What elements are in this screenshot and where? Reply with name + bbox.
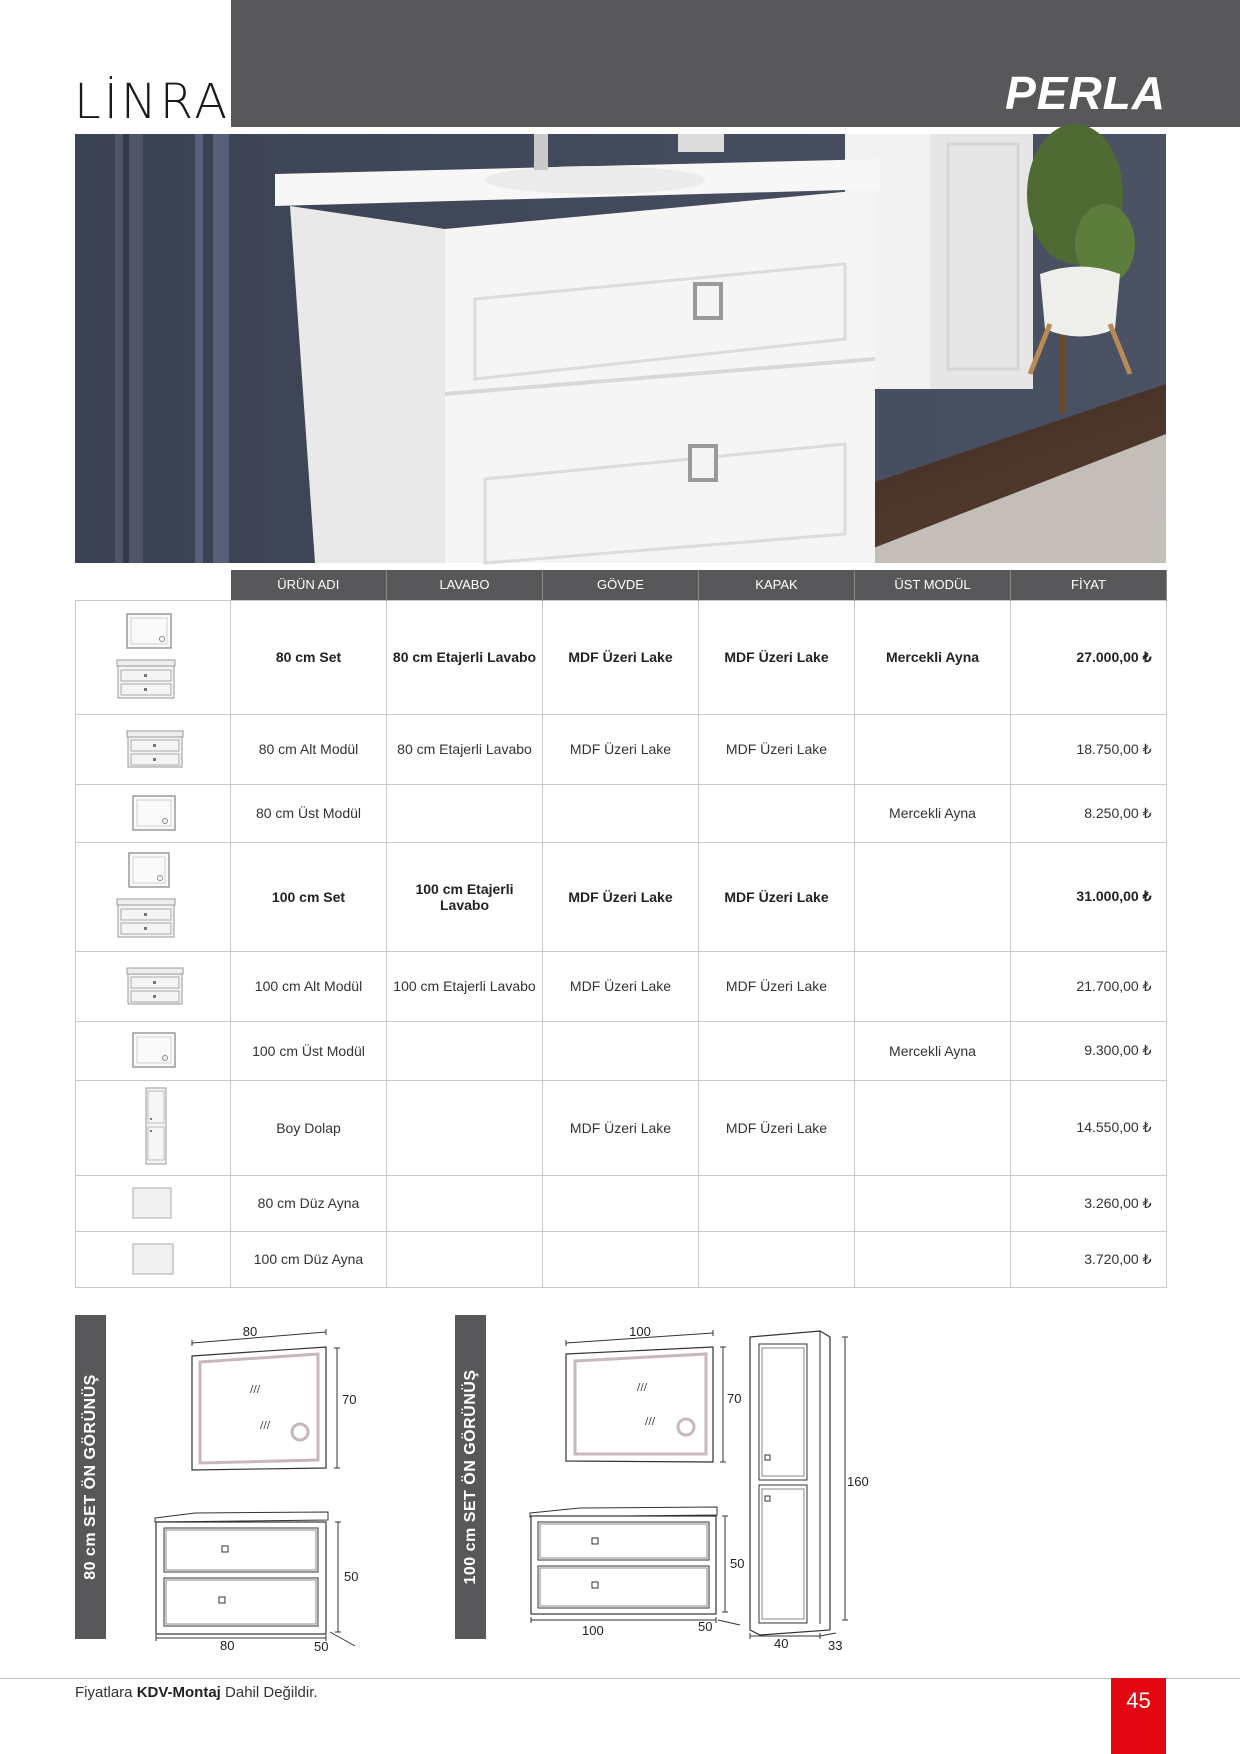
set80-front-view-drawing <box>140 1320 380 1655</box>
set80-cabinet-depth: 50 <box>314 1639 329 1654</box>
cell-ust-modul: Mercekli Ayna <box>855 600 1011 714</box>
cell-kapak: MDF Üzeri Lake <box>699 600 855 714</box>
brand-logo <box>74 70 231 130</box>
product-thumbnail <box>76 842 231 951</box>
set100-label-text: 100 cm SET ÖN GÖRÜNÜŞ <box>461 1369 479 1585</box>
cell-kapak <box>699 1231 855 1287</box>
mirror-led-thumbnail-icon <box>113 1027 193 1071</box>
lower-cabinet-thumbnail-icon <box>113 960 193 1010</box>
table-row <box>76 600 1167 714</box>
price-value: 3.260,00 ₺ <box>1084 1194 1152 1211</box>
logo-area <box>0 0 231 130</box>
price-table <box>75 570 1167 1288</box>
cell-govde: MDF Üzeri Lake <box>543 600 699 714</box>
cell-fiyat <box>1011 714 1167 784</box>
column-header-lavabo: LAVABO <box>387 570 543 600</box>
table-row <box>76 784 1167 842</box>
flat-mirror-thumbnail-icon <box>113 1238 193 1278</box>
set100-mirror-height: 70 <box>727 1391 742 1406</box>
set100-tall-depth: 33 <box>828 1638 843 1653</box>
cell-urun-adi: 100 cm Düz Ayna <box>231 1231 387 1287</box>
table-row <box>76 1021 1167 1080</box>
cell-fiyat <box>1011 842 1167 951</box>
cell-kapak <box>699 1021 855 1080</box>
hero-product-photo <box>75 134 1166 563</box>
price-value: 9.300,00 ₺ <box>1084 1042 1152 1058</box>
page-title: PERLA <box>1005 67 1166 119</box>
cell-urun-adi: 80 cm Üst Modül <box>231 784 387 842</box>
mirror-led-thumbnail-icon <box>113 790 193 834</box>
set100-cabinet-depth: 50 <box>698 1619 713 1634</box>
table-row <box>76 1175 1167 1231</box>
footer-note-bold: KDV-Montaj <box>136 1684 221 1701</box>
table-row <box>76 1231 1167 1287</box>
cell-ust-modul <box>855 1080 1011 1175</box>
brand-name: LİNRA <box>74 74 231 130</box>
cell-lavabo <box>387 1175 543 1231</box>
price-value: 18.750,00 ₺ <box>1076 740 1152 757</box>
svg-text:///: /// <box>260 1420 271 1431</box>
table-row <box>76 714 1167 784</box>
cell-govde: MDF Üzeri Lake <box>543 842 699 951</box>
set-thumbnail-icon <box>113 847 193 943</box>
product-thumbnail <box>76 951 231 1021</box>
cell-urun-adi: 80 cm Düz Ayna <box>231 1175 387 1231</box>
footer-note-prefix: Fiyatlara <box>75 1684 137 1701</box>
cell-lavabo: 100 cm Etajerli Lavabo <box>387 951 543 1021</box>
tall-cabinet-thumbnail-icon <box>113 1084 193 1168</box>
cell-lavabo: 80 cm Etajerli Lavabo <box>387 714 543 784</box>
column-header-fiyat: FİYAT <box>1011 570 1167 600</box>
table-row <box>76 1080 1167 1175</box>
cell-ust-modul <box>855 1231 1011 1287</box>
cell-govde <box>543 1021 699 1080</box>
svg-text:///: /// <box>645 1416 656 1427</box>
lower-cabinet-thumbnail-icon <box>113 723 193 773</box>
cell-govde <box>543 1175 699 1231</box>
cell-urun-adi: 80 cm Alt Modül <box>231 714 387 784</box>
set100-side-label <box>455 1315 486 1639</box>
svg-text:///: /// <box>637 1382 648 1393</box>
cell-ust-modul <box>855 842 1011 951</box>
cell-urun-adi: Boy Dolap <box>231 1080 387 1175</box>
set-thumbnail-icon <box>113 608 193 704</box>
cell-kapak <box>699 1175 855 1231</box>
set80-mirror-height: 70 <box>342 1392 357 1407</box>
cell-lavabo: 100 cm Etajerli Lavabo <box>387 842 543 951</box>
column-header-kapak: KAPAK <box>699 570 855 600</box>
set100-cabinet-width: 100 <box>582 1623 604 1638</box>
cell-fiyat <box>1011 1231 1167 1287</box>
set80-side-label <box>75 1315 106 1639</box>
product-thumbnail <box>76 1080 231 1175</box>
footer-note <box>75 1684 318 1701</box>
header-bar <box>231 0 1240 127</box>
set80-mirror-width: 80 <box>242 1324 258 1339</box>
cell-ust-modul <box>855 951 1011 1021</box>
cell-kapak: MDF Üzeri Lake <box>699 951 855 1021</box>
cell-lavabo <box>387 784 543 842</box>
cell-govde: MDF Üzeri Lake <box>543 1080 699 1175</box>
column-header-urun-adi: ÜRÜN ADI <box>231 570 387 600</box>
cell-fiyat <box>1011 1021 1167 1080</box>
cell-fiyat <box>1011 784 1167 842</box>
cell-ust-modul <box>855 714 1011 784</box>
set100-front-view-drawing <box>520 1320 869 1655</box>
cell-urun-adi: 100 cm Alt Modül <box>231 951 387 1021</box>
product-thumbnail <box>76 1175 231 1231</box>
cell-ust-modul <box>855 1175 1011 1231</box>
cell-lavabo <box>387 1021 543 1080</box>
set100-mirror-width: 100 <box>629 1324 651 1339</box>
set80-cabinet-height: 50 <box>344 1569 359 1584</box>
cell-kapak <box>699 784 855 842</box>
product-thumbnail <box>76 784 231 842</box>
product-thumbnail <box>76 1021 231 1080</box>
bathroom-vanity-illustration <box>75 134 1166 563</box>
cell-kapak: MDF Üzeri Lake <box>699 1080 855 1175</box>
table-row <box>76 842 1167 951</box>
cell-govde <box>543 1231 699 1287</box>
cell-ust-modul: Mercekli Ayna <box>855 784 1011 842</box>
product-thumbnail <box>76 714 231 784</box>
footer-divider <box>0 1678 1240 1679</box>
cell-kapak: MDF Üzeri Lake <box>699 842 855 951</box>
flat-mirror-thumbnail-icon <box>113 1182 193 1222</box>
set100-tall-width: 40 <box>774 1636 789 1651</box>
set80-label-text: 80 cm SET ÖN GÖRÜNÜŞ <box>81 1374 99 1580</box>
svg-text:///: /// <box>250 1384 261 1395</box>
price-value: 14.550,00 ₺ <box>1076 1119 1152 1135</box>
cell-ust-modul: Mercekli Ayna <box>855 1021 1011 1080</box>
cell-fiyat <box>1011 600 1167 714</box>
cell-govde <box>543 784 699 842</box>
cell-lavabo <box>387 1080 543 1175</box>
cell-kapak: MDF Üzeri Lake <box>699 714 855 784</box>
footer-note-suffix: Dahil Değildir. <box>220 1684 318 1701</box>
cell-urun-adi: 100 cm Set <box>231 842 387 951</box>
cell-lavabo: 80 cm Etajerli Lavabo <box>387 600 543 714</box>
column-header-ust-modul: ÜST MODÜL <box>855 570 1011 600</box>
cell-fiyat <box>1011 1080 1167 1175</box>
set100-tall-height: 160 <box>847 1474 869 1489</box>
cell-urun-adi: 80 cm Set <box>231 600 387 714</box>
column-header-govde: GÖVDE <box>543 570 699 600</box>
page-number: 45 <box>1111 1678 1166 1754</box>
set80-cabinet-width: 80 <box>220 1638 235 1653</box>
cell-govde: MDF Üzeri Lake <box>543 951 699 1021</box>
cell-fiyat <box>1011 951 1167 1021</box>
product-thumbnail <box>76 1231 231 1287</box>
product-thumbnail <box>76 600 231 714</box>
set100-cabinet-height: 50 <box>730 1556 745 1571</box>
price-value: 21.700,00 ₺ <box>1076 977 1152 994</box>
cell-fiyat <box>1011 1175 1167 1231</box>
price-value: 27.000,00 ₺ <box>1076 648 1152 665</box>
table-row <box>76 951 1167 1021</box>
cell-urun-adi: 100 cm Üst Modül <box>231 1021 387 1080</box>
cell-govde: MDF Üzeri Lake <box>543 714 699 784</box>
price-value: 3.720,00 ₺ <box>1084 1250 1152 1267</box>
table-header-row <box>76 570 1167 600</box>
price-value: 8.250,00 ₺ <box>1084 804 1152 821</box>
price-value: 31.000,00 ₺ <box>1076 888 1152 904</box>
thumbnail-column-header <box>76 570 231 600</box>
cell-lavabo <box>387 1231 543 1287</box>
